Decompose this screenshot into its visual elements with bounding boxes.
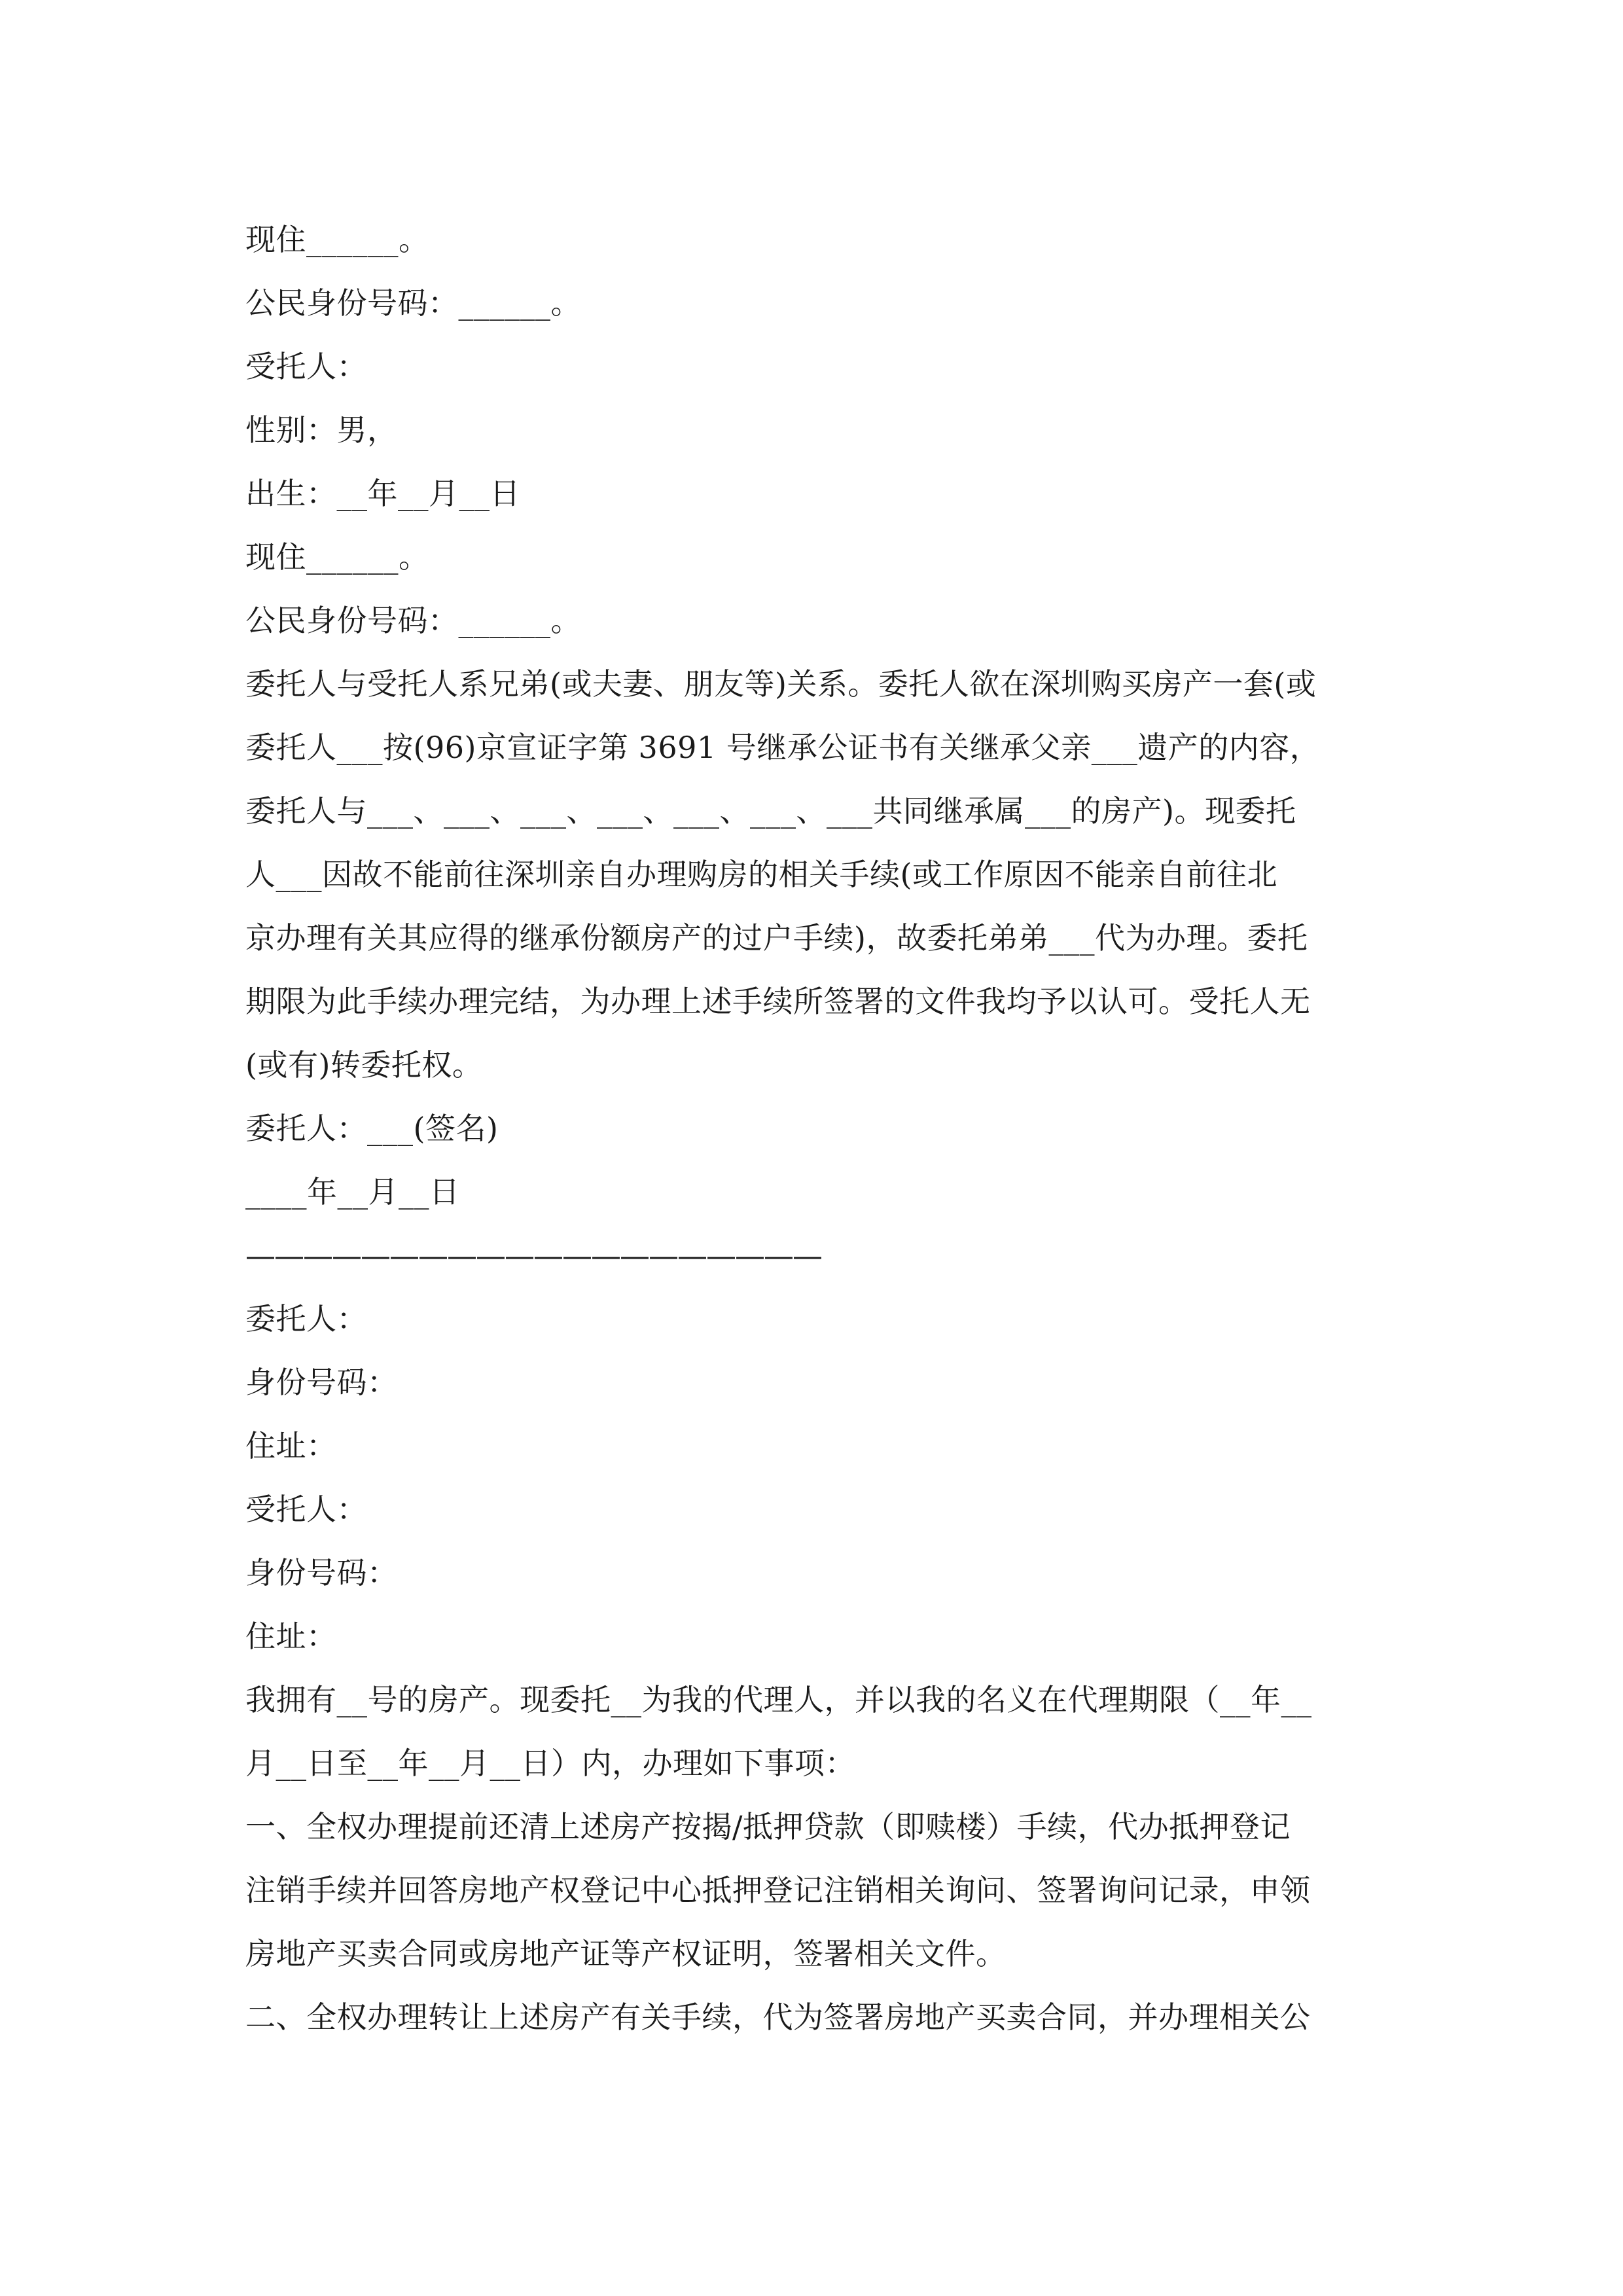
agent-address-line: 现住______。	[245, 539, 429, 575]
paragraph-line: 委托人___按(96)京宣证字第 3691 号继承公证书有关继承父亲___遗产的内容，	[245, 730, 1321, 765]
principal-address-line: 现住______。	[245, 222, 429, 257]
section-separator: ————————————————————	[245, 1238, 821, 1273]
authorization-paragraph	[245, 1668, 1381, 1795]
paragraph-line: 我拥有__号的房产。现委托__为我的代理人，并以我的名义在代理期限（__年__	[245, 1682, 1312, 1717]
agent-id-number-line: 公民身份号码：______。	[245, 603, 581, 638]
paragraph-line: 房地产买卖合同或房地产证等产权证明，签署相关文件。	[245, 1936, 1007, 1971]
agent-gender-line: 性别：男，	[245, 412, 398, 448]
paragraph-line: (或有)转委托权。	[245, 1047, 483, 1083]
relationship-paragraph	[245, 653, 1381, 1097]
paragraph-line: 人___因故不能前往深圳亲自办理购房的相关手续(或工作原因不能亲自前往北	[245, 857, 1277, 892]
agent-birth-date-line: 出生：__年__月__日	[245, 476, 520, 511]
paragraph-line: 一、全权办理提前还清上述房产按揭/抵押贷款（即赎楼）手续，代办抵押登记	[245, 1809, 1291, 1844]
paragraph-line: 注销手续并回答房地产权登记中心抵押登记注销相关询问、签署询问记录，申领	[245, 1873, 1311, 1908]
document-body	[245, 208, 1381, 2049]
agent-id-label: 身份号码：	[245, 1555, 398, 1590]
authorization-item-1	[245, 1795, 1381, 1986]
principal-id-number-line: 公民身份号码：______。	[245, 285, 581, 321]
paragraph-line: 委托人与___、___、___、___、___、___、___共同继承属___的房产)。现委托	[245, 793, 1296, 829]
agent-label: 受托人：	[245, 1492, 367, 1527]
paragraph-line: 京办理有关其应得的继承份额房产的过户手续)，故委托弟弟___代为办理。委托	[245, 920, 1308, 956]
paragraph-line: 二、全权办理转让上述房产有关手续，代为签署房地产买卖合同，并办理相关公	[245, 2000, 1311, 2035]
principal-id-label: 身份号码：	[245, 1365, 398, 1400]
paragraph-line: 期限为此手续办理完结，为办理上述手续所签署的文件我均予以认可。受托人无	[245, 984, 1311, 1019]
agent-heading: 受托人：	[245, 349, 367, 384]
signature-date-line: ____年__月__日	[245, 1174, 460, 1210]
principal-address-label: 住址：	[245, 1428, 337, 1463]
principal-signature-line: 委托人：___(签名)	[245, 1111, 499, 1146]
agent-address-label: 住址：	[245, 1619, 337, 1654]
authorization-item-2	[245, 1986, 1381, 2049]
paragraph-line: 月__日至__年__月__日）内，办理如下事项：	[245, 1746, 855, 1781]
principal-label: 委托人：	[245, 1301, 367, 1336]
paragraph-line: 委托人与受托人系兄弟(或夫妻、朋友等)关系。委托人欲在深圳购买房产一套(或	[245, 666, 1317, 702]
